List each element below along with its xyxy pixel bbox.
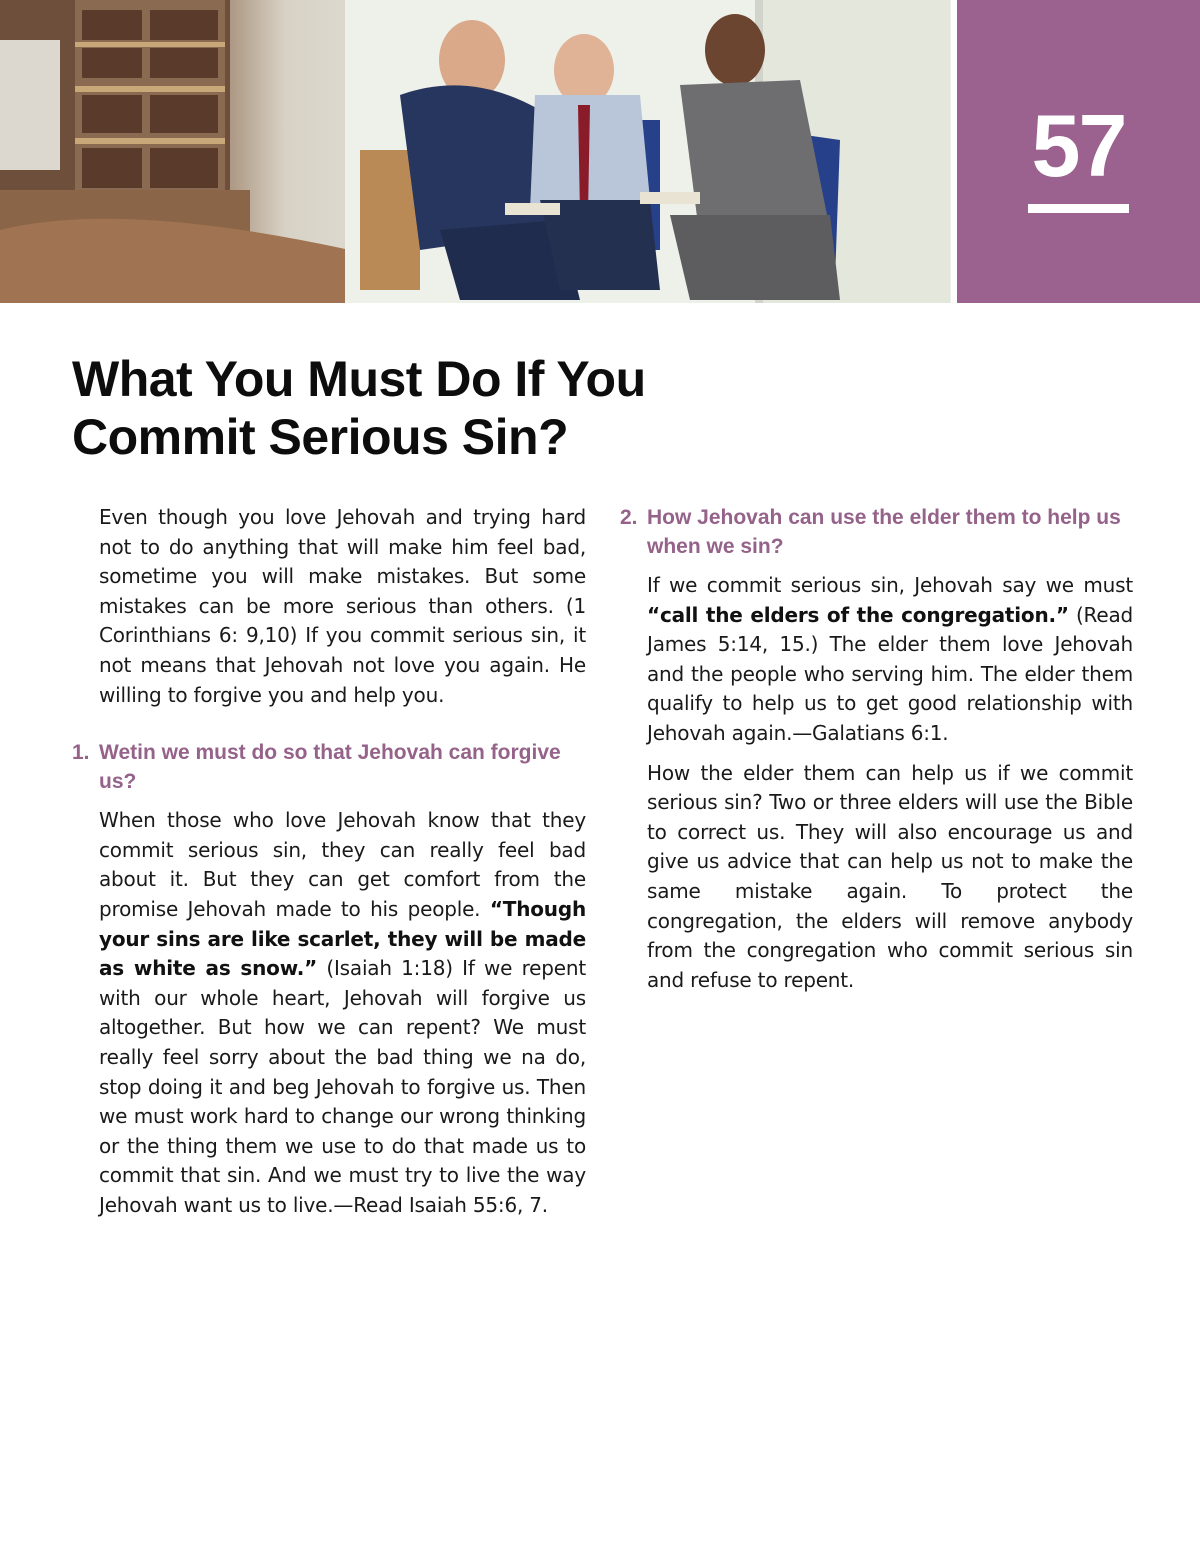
answer-1-scripture-quote: “Though your sins are like scarlet, they will be made as white as snow.” [99, 896, 586, 981]
question-1-text: Wetin we must do so that Jehovah can forgive us? [99, 741, 561, 794]
answer-2-text-a: If we commit serious sin, Jehovah say we must [647, 573, 1133, 597]
right-column [620, 503, 1133, 1005]
header-photo [0, 0, 951, 303]
page-title: What You Must Do If You Commit Serious Sin? [72, 351, 646, 465]
question-1-number: 1. [72, 741, 90, 765]
answer-2-paragraph-1 [647, 571, 1133, 749]
answer-1-text-b: (Isaiah 1:18) If we repent with our whole heart, Jehovah will forgive us altogether. But how we can repent? We must really feel sorry about the bad thing we na do, stop doing it and beg Jehovah to forgive us. Then we must work hard to change our wrong thinking or the thing them we use to do that made us to commit that sin. And we must try to live the way Jehovah want us to live.—Read Isaiah 55:6, 7. [99, 956, 586, 1217]
lesson-number-badge [957, 0, 1200, 303]
left-column [72, 503, 586, 1230]
intro-paragraph: Even though you love Jehovah and trying hard not to do anything that will make him feel bad, sometime you will make mistakes. But some mistakes can be more serious than others. (1 Corinthians 6: 9,10) If you commit serious sin, it not means that Jehovah not love you again. He willing to forgive you and help you. [99, 505, 586, 707]
answer-1-paragraph [99, 806, 586, 1220]
question-1 [72, 738, 586, 796]
lesson-number: 57 [1031, 96, 1126, 195]
header-photo-illustration [0, 0, 951, 303]
question-2 [620, 503, 1133, 561]
answer-2-paragraph-2: How the elder them can help us if we commit serious sin? Two or three elders will use the Bible to correct us. They will also encourage us and give us advice that can help us not to make the same mistake again. To protect the congregation, the elders will remove anybody from the congregation who commit serious sin and refuse to repent. [647, 760, 1133, 992]
answer-2-text-b: (Read James 5:14, 15.) The elder them love Jehovah and the people who serving him. The elder them qualify to help us to get good relationship with Jehovah again.—Galatians 6:1. [647, 602, 1134, 745]
answer-2-scripture-quote: “call the elders of the congregation.” [647, 602, 1069, 627]
question-2-text: How Jehovah can use the elder them to help us when we sin? [647, 506, 1121, 558]
question-2-number: 2. [620, 506, 638, 529]
answer-1-text-a: When those who love Jehovah know that they commit serious sin, they can really feel bad about it. But they can get comfort from the promise Jehovah made to his people. [99, 808, 586, 921]
lesson-number-underline [1028, 204, 1129, 213]
